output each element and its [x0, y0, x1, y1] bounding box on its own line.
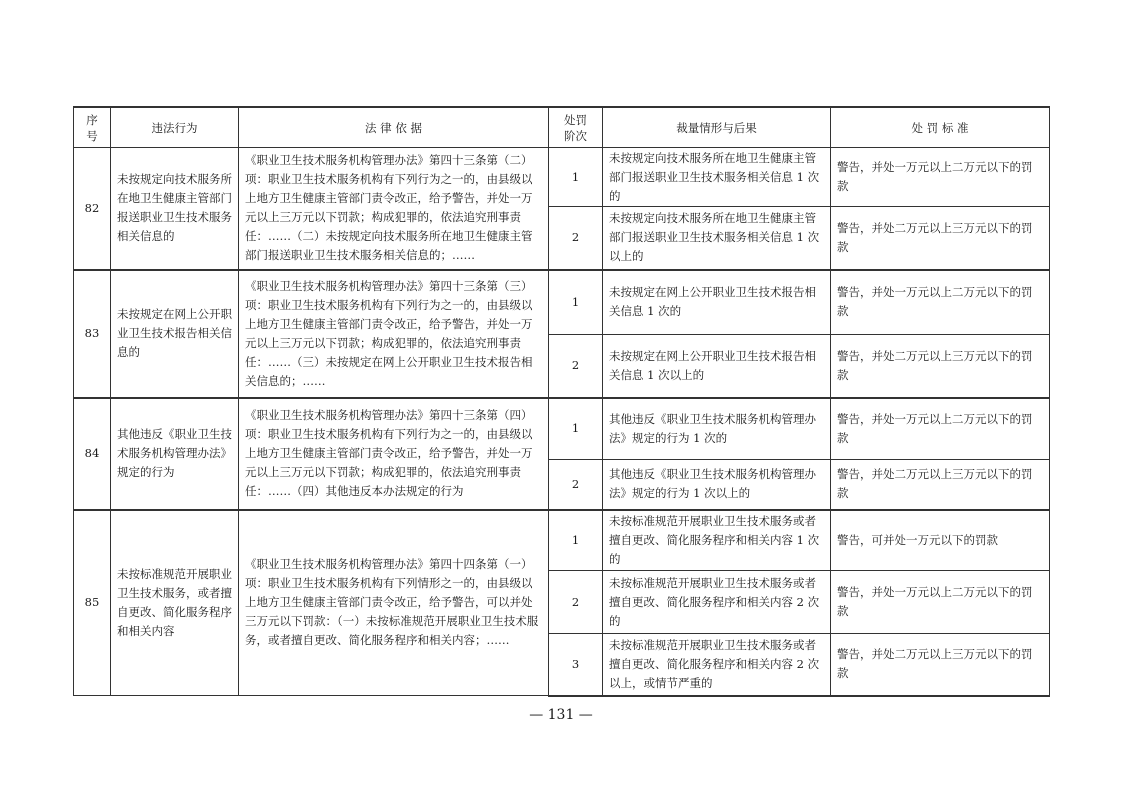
level-cell: 2 — [549, 207, 603, 270]
table-row — [74, 270, 1050, 335]
header-seq: 序 号 — [74, 107, 111, 148]
level-cell: 1 — [549, 148, 603, 207]
legal-basis-cell: 《职业卫生技术服务机构管理办法》第四十三条第（四）项：职业卫生技术服务机构有下列行为之一的，由县级以上地方卫生健康主管部门责令改正，给予警告，并处一万元以上三万元以下罚款；构成犯罪的，依法追究刑事责任：……（四）其他违反本办法规定的行为 — [239, 398, 549, 510]
standard-cell: 警告，并处一万元以上二万元以下的罚款 — [831, 398, 1050, 460]
standard-cell: 警告，并处一万元以上二万元以下的罚款 — [831, 571, 1050, 634]
table-row — [74, 398, 1050, 460]
standard-cell: 警告，并处一万元以上二万元以下的罚款 — [831, 270, 1050, 335]
row-number: 83 — [74, 270, 111, 398]
standard-cell: 警告，可并处一万元以下的罚款 — [831, 510, 1050, 571]
standard-cell: 警告，并处一万元以上二万元以下的罚款 — [831, 148, 1050, 207]
standard-cell: 警告，并处二万元以上三万元以下的罚款 — [831, 335, 1050, 398]
violation-cell: 未按规定在网上公开职业卫生技术报告相关信息的 — [111, 270, 239, 398]
row-number: 84 — [74, 398, 111, 510]
header-level: 处罚 阶次 — [549, 107, 603, 148]
circumstance-cell: 未按规定在网上公开职业卫生技术报告相关信息 1 次以上的 — [603, 335, 831, 398]
penalty-table — [73, 106, 1050, 697]
standard-cell: 警告，并处二万元以上三万元以下的罚款 — [831, 460, 1050, 510]
legal-basis-cell: 《职业卫生技术服务机构管理办法》第四十三条第（三）项：职业卫生技术服务机构有下列行为之一的，由县级以上地方卫生健康主管部门责令改正，给予警告，并处一万元以上三万元以下罚款；构成犯罪的，依法追究刑事责任：……（三）未按规定在网上公开职业卫生技术报告相关信息的；…… — [239, 270, 549, 398]
table-header-row — [74, 107, 1050, 148]
violation-cell: 未按规定向技术服务所在地卫生健康主管部门报送职业卫生技术服务相关信息的 — [111, 148, 239, 270]
level-cell: 1 — [549, 398, 603, 460]
circumstance-cell: 其他违反《职业卫生技术服务机构管理办法》规定的行为 1 次的 — [603, 398, 831, 460]
circumstance-cell: 未按标准规范开展职业卫生技术服务或者擅自更改、简化服务程序和相关内容 2 次以上，或情节严重的 — [603, 634, 831, 696]
circumstance-cell: 未按标准规范开展职业卫生技术服务或者擅自更改、简化服务程序和相关内容 2 次的 — [603, 571, 831, 634]
circumstance-cell: 未按标准规范开展职业卫生技术服务或者擅自更改、简化服务程序和相关内容 1 次的 — [603, 510, 831, 571]
level-cell: 1 — [549, 270, 603, 335]
header-basis: 法 律 依 据 — [239, 107, 549, 148]
standard-cell: 警告，并处二万元以上三万元以下的罚款 — [831, 207, 1050, 270]
circumstance-cell: 未按规定向技术服务所在地卫生健康主管部门报送职业卫生技术服务相关信息 1 次以上的 — [603, 207, 831, 270]
circumstance-cell: 未按规定向技术服务所在地卫生健康主管部门报送职业卫生技术服务相关信息 1 次的 — [603, 148, 831, 207]
page-number: — 131 — — [529, 707, 593, 723]
header-standard: 处 罚 标 准 — [831, 107, 1050, 148]
level-cell: 1 — [549, 510, 603, 571]
level-cell: 2 — [549, 571, 603, 634]
row-number: 85 — [74, 510, 111, 696]
header-circumstance: 裁量情形与后果 — [603, 107, 831, 148]
standard-cell: 警告，并处二万元以上三万元以下的罚款 — [831, 634, 1050, 696]
table-row — [74, 148, 1050, 207]
level-cell: 2 — [549, 460, 603, 510]
row-number: 82 — [74, 148, 111, 270]
violation-cell: 未按标准规范开展职业卫生技术服务，或者擅自更改、简化服务程序和相关内容 — [111, 510, 239, 696]
circumstance-cell: 其他违反《职业卫生技术服务机构管理办法》规定的行为 1 次以上的 — [603, 460, 831, 510]
header-violation: 违法行为 — [111, 107, 239, 148]
table-row — [74, 510, 1050, 571]
legal-basis-cell: 《职业卫生技术服务机构管理办法》第四十三条第（二）项：职业卫生技术服务机构有下列行为之一的，由县级以上地方卫生健康主管部门责令改正，给予警告，并处一万元以上三万元以下罚款；构成犯罪的，依法追究刑事责任：……（二）未按规定向技术服务所在地卫生健康主管部门报送职业卫生技术服务相关信息的；…… — [239, 148, 549, 270]
violation-cell: 其他违反《职业卫生技术服务机构管理办法》规定的行为 — [111, 398, 239, 510]
legal-basis-cell: 《职业卫生技术服务机构管理办法》第四十四条第（一）项：职业卫生技术服务机构有下列情形之一的，由县级以上地方卫生健康主管部门责令改正，给予警告，可以并处三万元以下罚款：（一）未按标准规范开展职业卫生技术服务，或者擅自更改、简化服务程序和相关内容；…… — [239, 510, 549, 696]
circumstance-cell: 未按规定在网上公开职业卫生技术报告相关信息 1 次的 — [603, 270, 831, 335]
level-cell: 3 — [549, 634, 603, 696]
level-cell: 2 — [549, 335, 603, 398]
